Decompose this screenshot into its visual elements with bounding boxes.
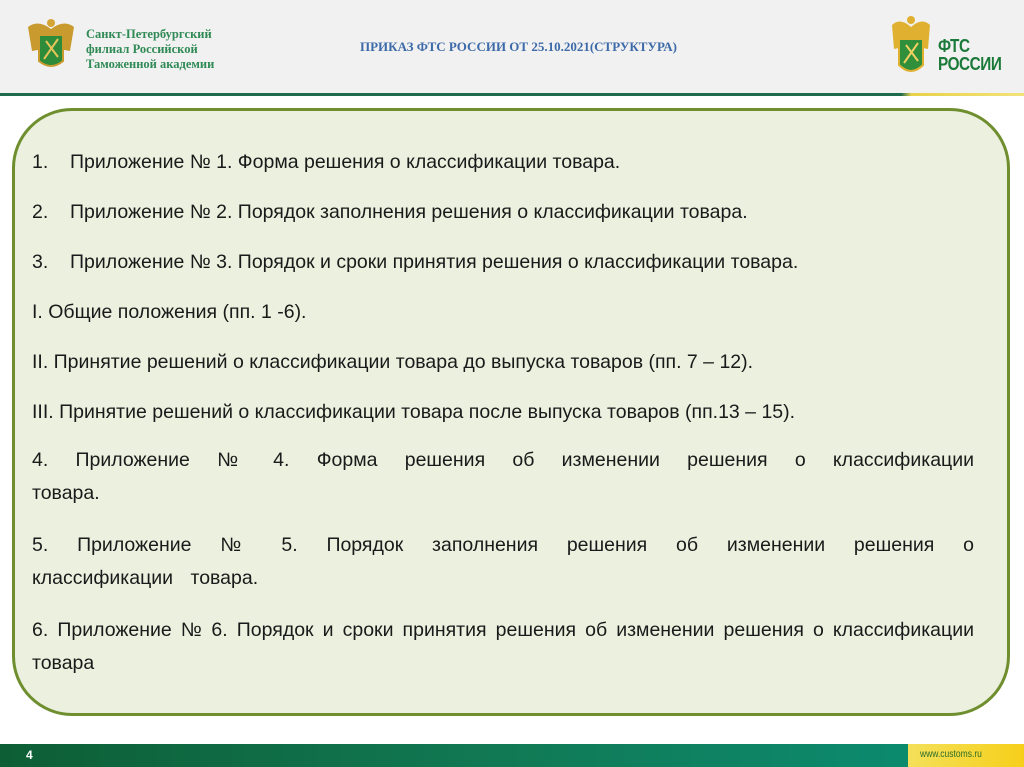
fts-logo-text [938,37,1001,73]
item-number: 3. [32,251,49,273]
list-item [32,146,974,179]
list-item: 6. Приложение № 6. Порядок и сроки принятия решения об изменении решения о классификации товара [32,619,974,674]
footer-url-area [908,744,1024,767]
item-text: Приложение № 3. Порядок и сроки принятия решения о классификации товара. [70,251,799,273]
list-item: I. Общие положения (пп. 1 -6). [32,301,307,323]
website-link[interactable]: www.customs.ru [920,749,982,760]
list-item [32,196,974,229]
fts-emblem-icon [890,13,932,79]
item-number: 2. [32,201,49,223]
header-divider [0,93,1024,96]
logo-line: ФТС [938,36,970,56]
list-item: 4. Приложение № 4. Форма решения об изменении решения о классификации товара. [32,449,974,504]
academy-emblem-icon [24,17,78,73]
item-number: 1. [32,151,49,173]
list-item [32,246,974,279]
page-number: 4 [26,748,33,762]
org-line: филиал Российской [86,42,198,56]
org-line: Санкт-Петербургский [86,27,212,41]
list-item: III. Принятие решений о классификации товара после выпуска товаров (пп.13 – 15). [32,401,796,423]
header [0,0,1024,94]
list-item: II. Принятие решений о классификации товара до выпуска товаров (пп. 7 – 12). [32,351,754,373]
footer [0,744,1024,767]
org-line: Таможенной академии [86,57,215,71]
organization-name [86,27,214,72]
logo-line: РОССИИ [938,54,1002,74]
list-item: 5. Приложение № 5. Порядок заполнения решения об изменении решения о классификации товара. [32,534,974,589]
page-title: ПРИКАЗ ФТС РОССИИ ОТ 25.10.2021(СТРУКТУРА) [360,39,678,54]
item-text: Приложение № 1. Форма решения о классификации товара. [70,151,621,173]
item-text: Приложение № 2. Порядок заполнения решения о классификации товара. [70,201,748,223]
